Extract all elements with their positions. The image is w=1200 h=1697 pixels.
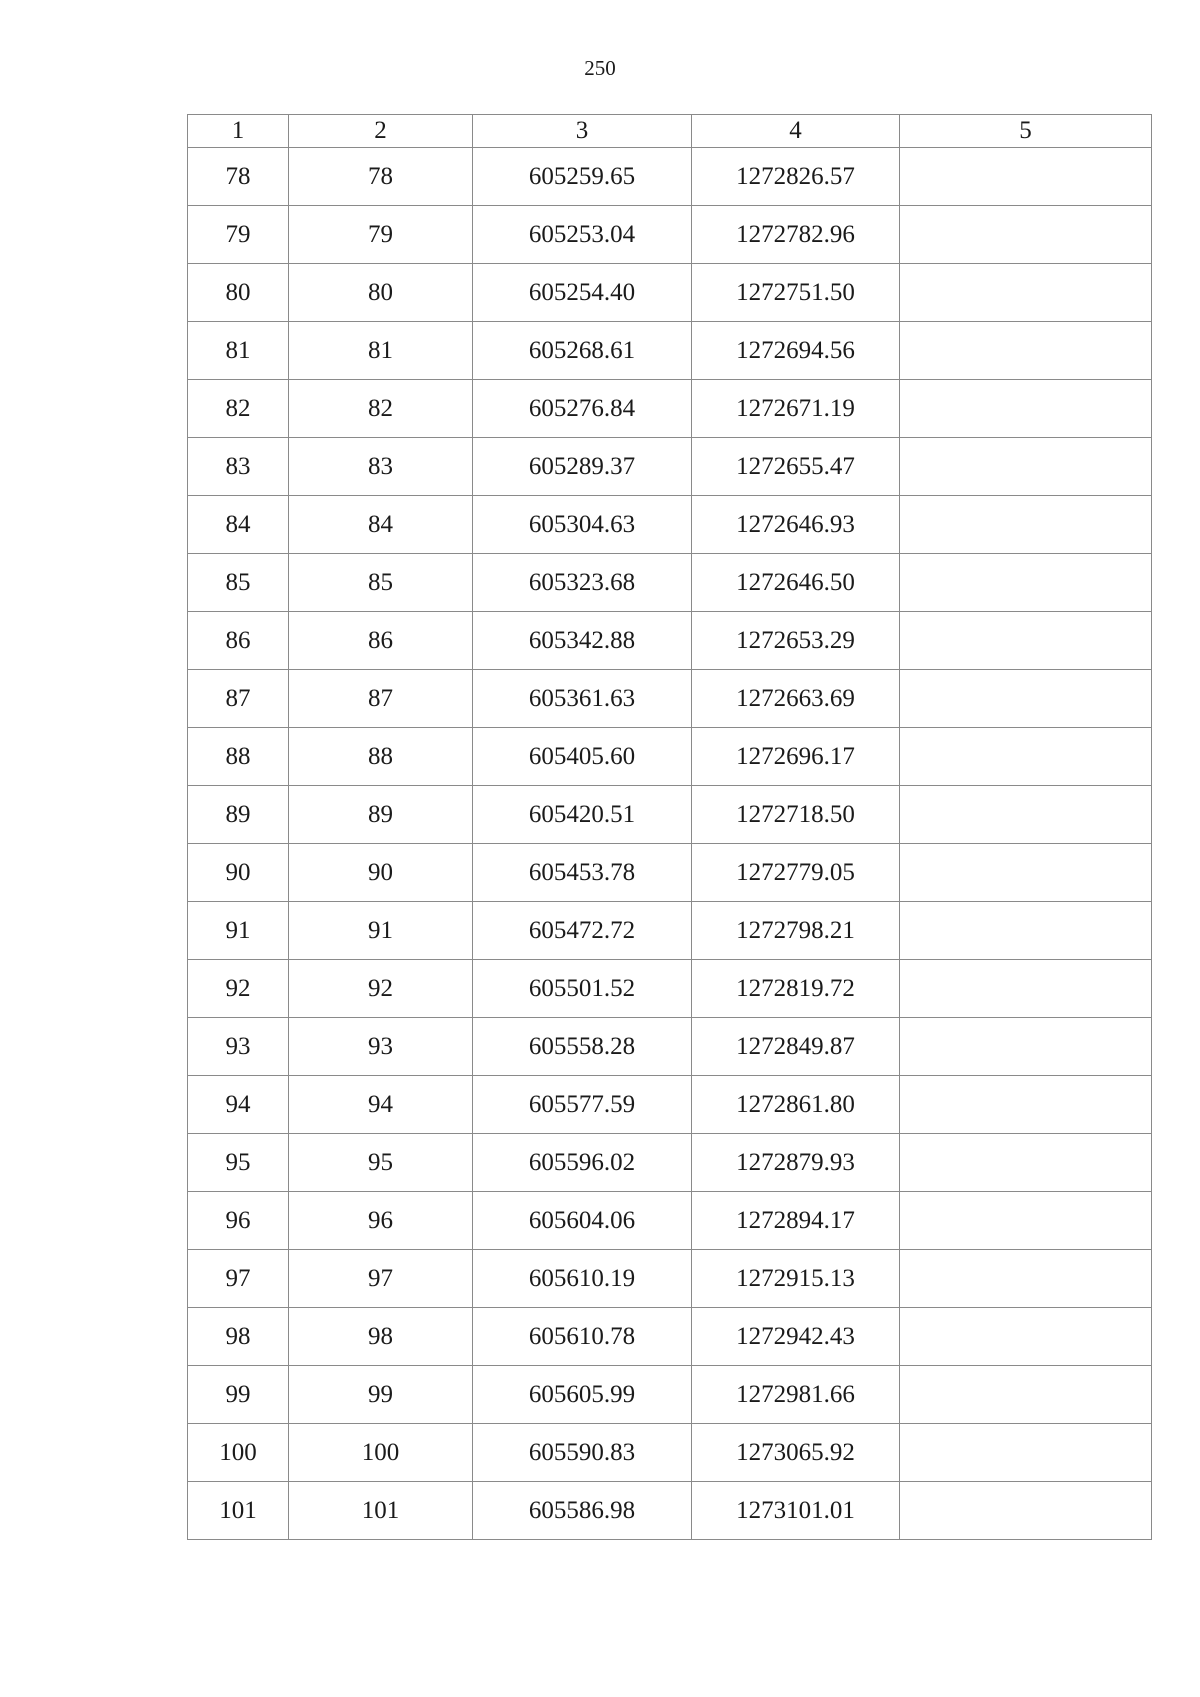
table-cell: 1273101.01 — [692, 1482, 900, 1540]
table-cell: 78 — [289, 148, 473, 206]
table-row — [188, 554, 1152, 612]
table-cell: 93 — [289, 1018, 473, 1076]
table-row — [188, 1018, 1152, 1076]
table-cell: 605577.59 — [473, 1076, 692, 1134]
table-cell: 82 — [289, 380, 473, 438]
table-cell: 94 — [188, 1076, 289, 1134]
table-cell: 605472.72 — [473, 902, 692, 960]
table-cell: 95 — [188, 1134, 289, 1192]
table-cell — [900, 322, 1152, 380]
column-header: 1 — [188, 115, 289, 148]
table-cell — [900, 1250, 1152, 1308]
table-row — [188, 380, 1152, 438]
table-row — [188, 902, 1152, 960]
table-cell: 1272861.80 — [692, 1076, 900, 1134]
table-cell: 1272879.93 — [692, 1134, 900, 1192]
table-cell: 605304.63 — [473, 496, 692, 554]
table-cell: 605590.83 — [473, 1424, 692, 1482]
table-row — [188, 1308, 1152, 1366]
table-cell: 1272981.66 — [692, 1366, 900, 1424]
table-cell: 83 — [289, 438, 473, 496]
table-cell: 1272779.05 — [692, 844, 900, 902]
table-cell: 78 — [188, 148, 289, 206]
table-cell: 85 — [289, 554, 473, 612]
table-cell: 1272696.17 — [692, 728, 900, 786]
table-cell — [900, 670, 1152, 728]
table-cell — [900, 1308, 1152, 1366]
table-cell: 88 — [188, 728, 289, 786]
column-header: 3 — [473, 115, 692, 148]
table-cell — [900, 380, 1152, 438]
table-cell: 89 — [289, 786, 473, 844]
table-cell: 1272894.17 — [692, 1192, 900, 1250]
table-header-row — [188, 115, 1152, 148]
table-cell: 84 — [289, 496, 473, 554]
table-cell: 1272655.47 — [692, 438, 900, 496]
table-cell: 605342.88 — [473, 612, 692, 670]
table-cell: 97 — [289, 1250, 473, 1308]
table-cell: 605596.02 — [473, 1134, 692, 1192]
table-cell: 80 — [289, 264, 473, 322]
table-cell: 1272663.69 — [692, 670, 900, 728]
table-row — [188, 1424, 1152, 1482]
table-cell: 1272826.57 — [692, 148, 900, 206]
table-cell: 91 — [188, 902, 289, 960]
table-cell: 605558.28 — [473, 1018, 692, 1076]
table-cell: 92 — [188, 960, 289, 1018]
table-cell: 605289.37 — [473, 438, 692, 496]
table-row — [188, 1482, 1152, 1540]
table-cell: 1272782.96 — [692, 206, 900, 264]
table-cell — [900, 206, 1152, 264]
table-cell: 1272718.50 — [692, 786, 900, 844]
table-row — [188, 148, 1152, 206]
table-row — [188, 438, 1152, 496]
table-cell — [900, 786, 1152, 844]
table-cell — [900, 148, 1152, 206]
page-number: 250 — [584, 56, 616, 80]
table-cell — [900, 1134, 1152, 1192]
table-cell: 1272849.87 — [692, 1018, 900, 1076]
table-cell: 86 — [188, 612, 289, 670]
column-header: 2 — [289, 115, 473, 148]
table-cell — [900, 1366, 1152, 1424]
table-cell: 1272671.19 — [692, 380, 900, 438]
table-cell: 1272942.43 — [692, 1308, 900, 1366]
table-cell: 81 — [289, 322, 473, 380]
table-cell — [900, 960, 1152, 1018]
table-row — [188, 960, 1152, 1018]
table-row — [188, 728, 1152, 786]
table-cell: 605501.52 — [473, 960, 692, 1018]
table-cell: 605420.51 — [473, 786, 692, 844]
table-cell: 98 — [188, 1308, 289, 1366]
table-cell — [900, 496, 1152, 554]
table-cell: 79 — [289, 206, 473, 264]
table-cell: 605323.68 — [473, 554, 692, 612]
table-cell: 82 — [188, 380, 289, 438]
table-cell: 100 — [188, 1424, 289, 1482]
table-cell: 1272646.93 — [692, 496, 900, 554]
table-row — [188, 322, 1152, 380]
table-cell: 95 — [289, 1134, 473, 1192]
table-cell: 605361.63 — [473, 670, 692, 728]
table-row — [188, 612, 1152, 670]
table-cell: 84 — [188, 496, 289, 554]
table-cell: 605605.99 — [473, 1366, 692, 1424]
table-cell — [900, 1076, 1152, 1134]
column-header: 5 — [900, 115, 1152, 148]
table-cell: 605604.06 — [473, 1192, 692, 1250]
table-cell: 605254.40 — [473, 264, 692, 322]
table-cell: 98 — [289, 1308, 473, 1366]
table-cell — [900, 1424, 1152, 1482]
table-cell: 80 — [188, 264, 289, 322]
table-cell: 605253.04 — [473, 206, 692, 264]
table-cell: 1273065.92 — [692, 1424, 900, 1482]
table-cell: 99 — [289, 1366, 473, 1424]
table-cell — [900, 728, 1152, 786]
table-row — [188, 264, 1152, 322]
table-cell — [900, 438, 1152, 496]
table-cell: 97 — [188, 1250, 289, 1308]
table-row — [188, 496, 1152, 554]
table-row — [188, 1192, 1152, 1250]
table-cell: 85 — [188, 554, 289, 612]
table-cell — [900, 1018, 1152, 1076]
table-cell: 81 — [188, 322, 289, 380]
table-row — [188, 786, 1152, 844]
table-cell: 101 — [188, 1482, 289, 1540]
table-row — [188, 844, 1152, 902]
table-cell: 605453.78 — [473, 844, 692, 902]
table-cell: 1272751.50 — [692, 264, 900, 322]
table-cell — [900, 1482, 1152, 1540]
column-header: 4 — [692, 115, 900, 148]
table-cell — [900, 554, 1152, 612]
table-cell — [900, 612, 1152, 670]
table-cell: 90 — [188, 844, 289, 902]
table-cell: 94 — [289, 1076, 473, 1134]
table-cell: 605268.61 — [473, 322, 692, 380]
table-cell: 91 — [289, 902, 473, 960]
table-cell: 1272819.72 — [692, 960, 900, 1018]
table-cell: 1272798.21 — [692, 902, 900, 960]
table-row — [188, 206, 1152, 264]
table-cell: 79 — [188, 206, 289, 264]
table-cell: 89 — [188, 786, 289, 844]
table-cell — [900, 264, 1152, 322]
table-cell: 92 — [289, 960, 473, 1018]
table-cell: 605610.19 — [473, 1250, 692, 1308]
table-cell: 96 — [289, 1192, 473, 1250]
table-row — [188, 1250, 1152, 1308]
table-cell: 605276.84 — [473, 380, 692, 438]
table-row — [188, 1366, 1152, 1424]
table-cell: 96 — [188, 1192, 289, 1250]
table-cell: 86 — [289, 612, 473, 670]
table-row — [188, 670, 1152, 728]
coordinates-table — [187, 114, 1152, 1540]
table-cell: 83 — [188, 438, 289, 496]
table-cell: 101 — [289, 1482, 473, 1540]
table-cell: 1272694.56 — [692, 322, 900, 380]
table-cell: 93 — [188, 1018, 289, 1076]
table-row — [188, 1076, 1152, 1134]
table-cell — [900, 902, 1152, 960]
table-cell: 1272646.50 — [692, 554, 900, 612]
table-cell: 605586.98 — [473, 1482, 692, 1540]
table-cell: 90 — [289, 844, 473, 902]
table-cell: 87 — [289, 670, 473, 728]
table-cell: 87 — [188, 670, 289, 728]
table-cell: 1272653.29 — [692, 612, 900, 670]
table-cell: 605610.78 — [473, 1308, 692, 1366]
table-cell: 1272915.13 — [692, 1250, 900, 1308]
table-row — [188, 1134, 1152, 1192]
table-cell: 100 — [289, 1424, 473, 1482]
table-cell: 605405.60 — [473, 728, 692, 786]
table-cell — [900, 1192, 1152, 1250]
table-cell — [900, 844, 1152, 902]
table-cell: 605259.65 — [473, 148, 692, 206]
table-body — [188, 148, 1152, 1540]
table-cell: 88 — [289, 728, 473, 786]
table-cell: 99 — [188, 1366, 289, 1424]
